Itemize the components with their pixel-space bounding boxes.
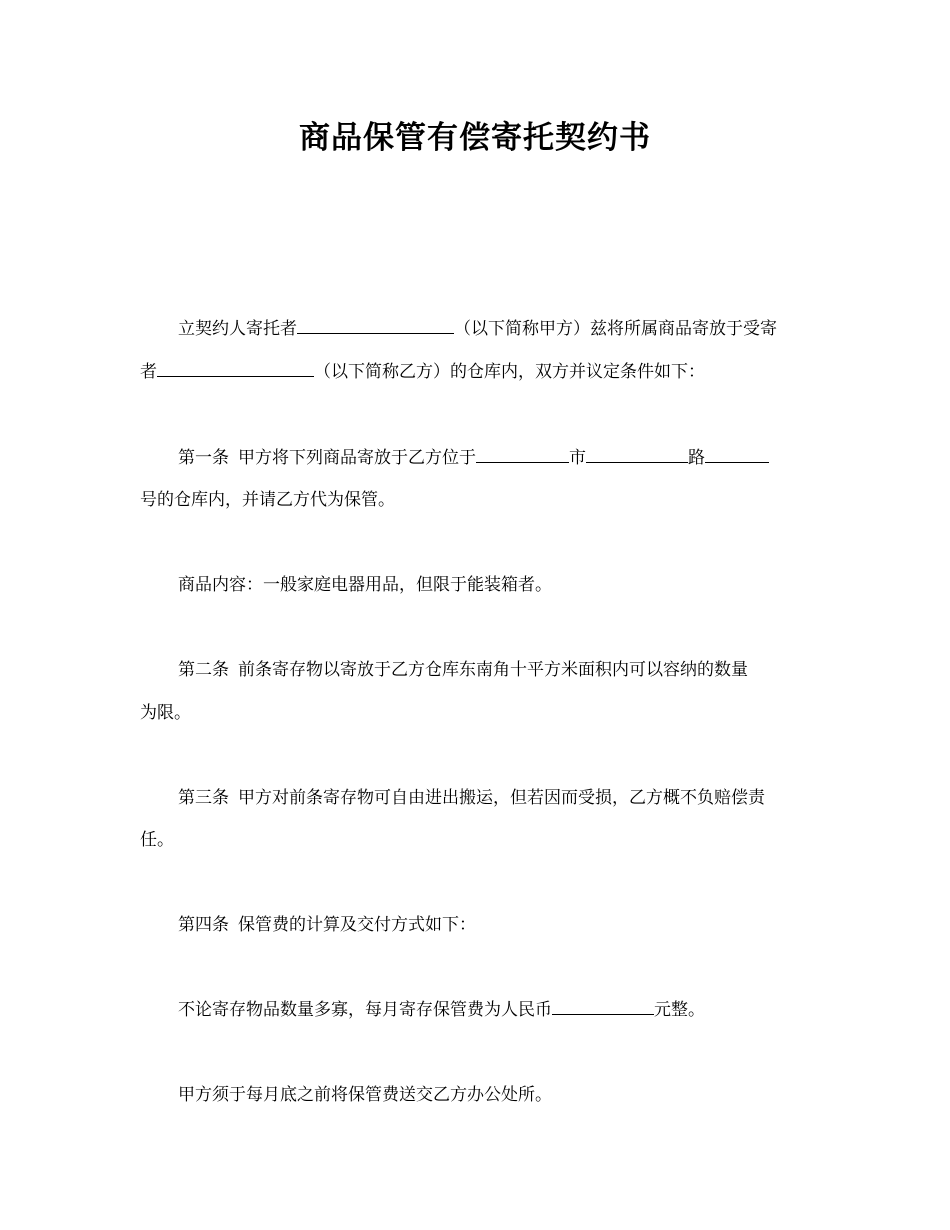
article1-heading: 第一条 [178, 448, 229, 468]
article3-line-2: 任。 [140, 830, 174, 850]
article4-heading: 第四条 [178, 915, 229, 935]
depositor-name-blank [297, 318, 454, 334]
article1-line-2: 号的仓库内，并请乙方代为保管。 [140, 490, 395, 510]
custodian-name-blank [157, 361, 314, 377]
article2-heading: 第二条 [178, 660, 229, 680]
fee-amount-blank [552, 999, 654, 1015]
intro-line-1 [178, 318, 820, 340]
city-blank [476, 447, 569, 463]
goods-content: 商品内容：一般家庭电器用品，但限于能装箱者。 [178, 575, 552, 595]
article3-heading: 第三条 [178, 788, 229, 808]
article2-text: 前条寄存物以寄放于乙方仓库东南角十平方米面积内可以容纳的数量 [238, 660, 748, 680]
road-blank [586, 447, 688, 463]
article3-line-1 [178, 787, 820, 809]
article2-line-2: 为限。 [140, 703, 191, 723]
intro-line-2 [140, 361, 820, 383]
intro-depositor-suffix: （以下简称甲方）兹将所属商品寄放于受寄 [454, 319, 777, 339]
article3-text: 甲方对前条寄存物可自由进出搬运，但若因而受损，乙方概不负赔偿责 [238, 788, 765, 808]
intro-custodian-label: 者 [140, 362, 157, 382]
intro-depositor-label: 立契约人寄托者 [178, 319, 297, 339]
article1-line-1 [178, 447, 820, 469]
fee-suffix: 元整。 [654, 1000, 705, 1020]
article4-text: 保管费的计算及交付方式如下： [238, 915, 476, 935]
fee-line [178, 999, 820, 1021]
payment-line: 甲方须于每月底之前将保管费送交乙方办公处所。 [178, 1085, 552, 1105]
intro-custodian-suffix: （以下简称乙方）的仓库内，双方并议定条件如下： [314, 362, 705, 382]
article1-road-label: 路 [688, 448, 705, 468]
fee-text: 不论寄存物品数量多寡，每月寄存保管费为人民币 [178, 1000, 552, 1020]
article1-text: 甲方将下列商品寄放于乙方位于 [238, 448, 476, 468]
article2-line-1 [178, 659, 820, 681]
document-title: 商品保管有偿寄托契约书 [299, 120, 651, 156]
number-blank [705, 447, 769, 463]
article4-line-1 [178, 914, 820, 936]
article1-city-label: 市 [569, 448, 586, 468]
